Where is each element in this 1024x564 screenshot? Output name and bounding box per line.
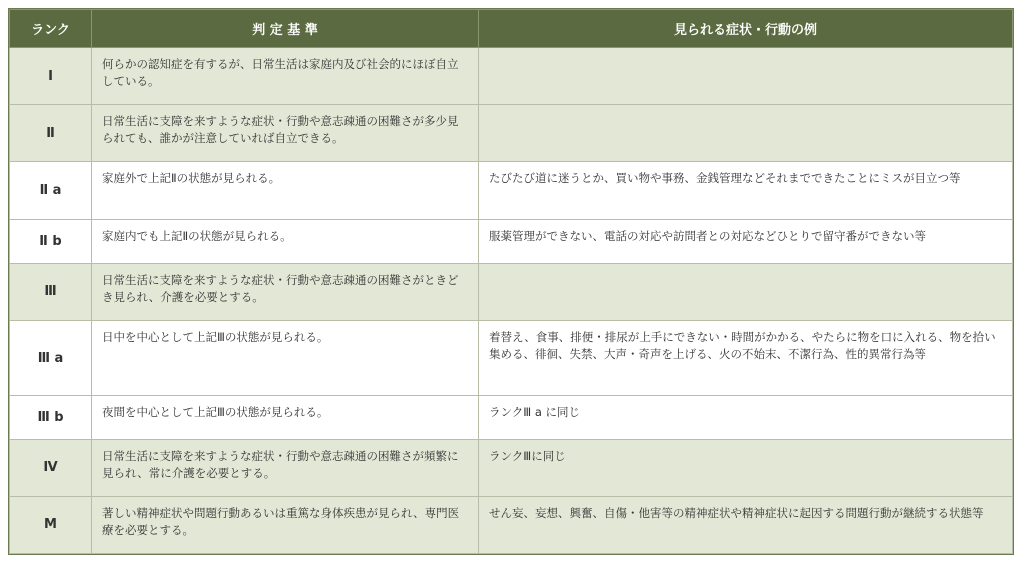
examples-cell [479,48,1013,105]
table-row-rank-m [10,496,1013,553]
rank-cell: Ⅱ [10,105,92,162]
criteria-cell: 日常生活に支障を来すような症状・行動や意志疎通の困難さが多少見られても、誰かが注意していれば自立できる。 [92,105,479,162]
examples-cell: 服薬管理ができない、電話の対応や訪問者との対応などひとりで留守番ができない等 [479,219,1013,263]
header-examples: 見られる症状・行動の例 [479,10,1013,48]
examples-cell: 着替え、食事、排便・排尿が上手にできない・時間がかかる、やたらに物を口に入れる、物を拾い集める、徘徊、失禁、大声・奇声を上げる、火の不始末、不潔行為、性的異常行為等 [479,321,1013,396]
dementia-rank-table [9,9,1013,554]
examples-cell: たびたび道に迷うとか、買い物や事務、金銭管理などそれまでできたことにミスが目立つ等 [479,162,1013,219]
rank-cell: Ⅱ b [10,219,92,263]
table-row-rank-3a [10,321,1013,396]
criteria-cell: 何らかの認知症を有するが、日常生活は家庭内及び社会的にほぼ自立している。 [92,48,479,105]
examples-cell: ランクⅢに同じ [479,439,1013,496]
table-row-rank-3b [10,396,1013,439]
dementia-rank-table-frame [8,8,1014,555]
criteria-cell: 日中を中心として上記Ⅲの状態が見られる。 [92,321,479,396]
criteria-cell: 家庭内でも上記Ⅱの状態が見られる。 [92,219,479,263]
rank-cell: Ⅳ [10,439,92,496]
criteria-cell: 著しい精神症状や問題行動あるいは重篤な身体疾患が見られ、専門医療を必要とする。 [92,496,479,553]
criteria-cell: 日常生活に支障を来すような症状・行動や意志疎通の困難さがときどき見られ、介護を必要とする。 [92,263,479,320]
rank-cell: Ⅲ [10,263,92,320]
rank-cell: Ⅲ a [10,321,92,396]
examples-cell: ランクⅢ a に同じ [479,396,1013,439]
table-row-rank-4 [10,439,1013,496]
rank-cell: Ⅰ [10,48,92,105]
rank-cell: Ⅲ b [10,396,92,439]
criteria-cell: 日常生活に支障を来すような症状・行動や意志疎通の困難さが頻繁に見られ、常に介護を必要とする。 [92,439,479,496]
table-row-rank-2b [10,219,1013,263]
table-row-rank-2 [10,105,1013,162]
rank-cell: M [10,496,92,553]
criteria-cell: 家庭外で上記Ⅱの状態が見られる。 [92,162,479,219]
table-row-rank-2a [10,162,1013,219]
rank-cell: Ⅱ a [10,162,92,219]
header-rank: ランク [10,10,92,48]
table-header-row [10,10,1013,48]
examples-cell [479,263,1013,320]
header-criteria: 判 定 基 準 [92,10,479,48]
examples-cell [479,105,1013,162]
table-row-rank-3 [10,263,1013,320]
table-row-rank-1 [10,48,1013,105]
criteria-cell: 夜間を中心として上記Ⅲの状態が見られる。 [92,396,479,439]
examples-cell: せん妄、妄想、興奮、自傷・他害等の精神症状や精神症状に起因する問題行動が継続する状態等 [479,496,1013,553]
